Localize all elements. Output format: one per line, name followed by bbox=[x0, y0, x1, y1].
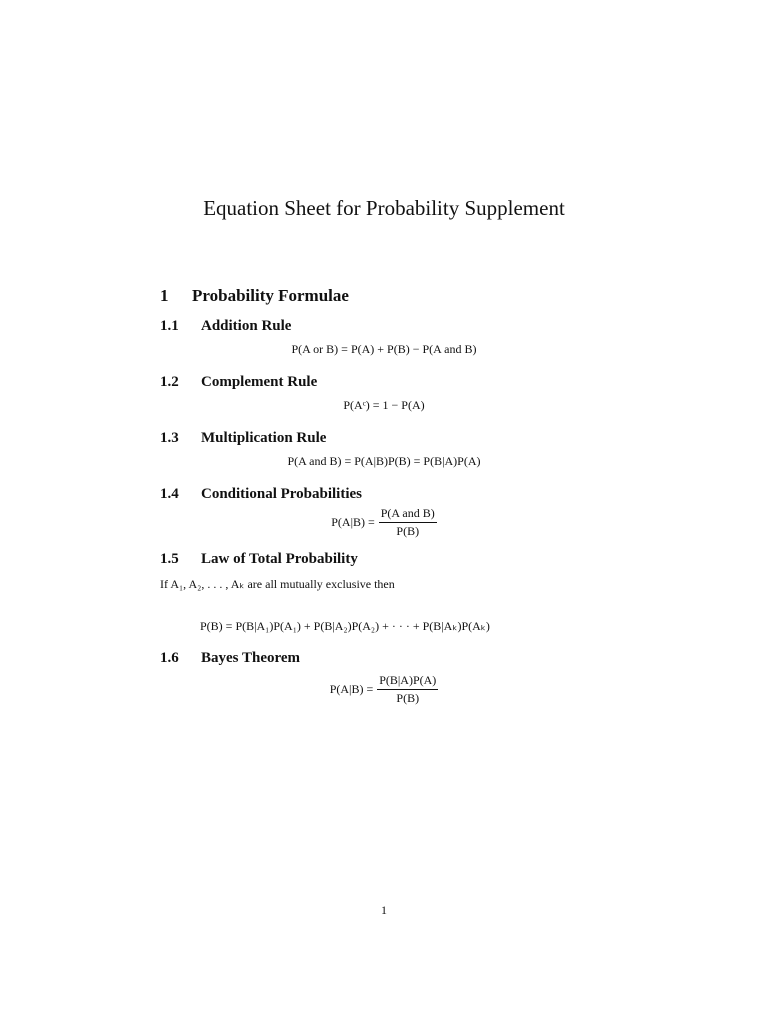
subsection-heading-addition bbox=[160, 318, 291, 335]
subsection-number: 1.3 bbox=[160, 430, 179, 446]
total-probability-condition-text: If A₁, A₂, . . . , Aₖ are all mutually exclusive then bbox=[160, 577, 395, 591]
fraction bbox=[379, 506, 437, 539]
equation-complement-rule: P(Aᶜ) = 1 − P(A) bbox=[343, 398, 425, 412]
equation-total-probability: P(B) = P(B|A₁)P(A₁) + P(B|A₂)P(A₂) + · · · + P(B|Aₖ)P(Aₖ) bbox=[200, 619, 490, 633]
section-heading bbox=[160, 286, 349, 306]
subsection-number: 1.4 bbox=[160, 486, 179, 502]
section-title: Probability Formulae bbox=[192, 286, 349, 305]
subsection-number: 1.6 bbox=[160, 650, 179, 666]
subsection-number: 1.5 bbox=[160, 551, 179, 567]
fraction-numerator: P(B|A)P(A) bbox=[377, 673, 438, 690]
equation-bayes-theorem bbox=[0, 673, 768, 706]
fraction-denominator: P(B) bbox=[396, 691, 420, 705]
subsection-title: Conditional Probabilities bbox=[201, 486, 363, 502]
subsection-heading-multiplication bbox=[160, 430, 326, 447]
subsection-title: Addition Rule bbox=[201, 318, 292, 334]
fraction bbox=[377, 673, 438, 706]
subsection-heading-complement bbox=[160, 374, 317, 391]
subsection-title: Multiplication Rule bbox=[201, 430, 327, 446]
equation-lhs: P(A|B) = bbox=[331, 515, 375, 529]
equation-multiplication-rule: P(A and B) = P(A|B)P(B) = P(B|A)P(A) bbox=[287, 454, 481, 468]
fraction-denominator: P(B) bbox=[396, 524, 420, 538]
subsection-heading-conditional bbox=[160, 486, 362, 503]
subsection-heading-bayes bbox=[160, 650, 300, 667]
subsection-number: 1.2 bbox=[160, 374, 179, 390]
equation-lhs: P(A|B) = bbox=[329, 682, 374, 696]
subsection-title: Complement Rule bbox=[201, 374, 318, 390]
equation-addition-rule: P(A or B) = P(A) + P(B) − P(A and B) bbox=[291, 342, 477, 356]
subsection-title: Bayes Theorem bbox=[201, 650, 301, 666]
equation-conditional-probability bbox=[0, 506, 768, 539]
subsection-number: 1.1 bbox=[160, 318, 179, 334]
subsection-title: Law of Total Probability bbox=[201, 551, 358, 567]
subsection-heading-total-probability bbox=[160, 551, 358, 568]
fraction-numerator: P(A and B) bbox=[379, 506, 437, 523]
section-number: 1 bbox=[160, 286, 169, 305]
page-number: 1 bbox=[381, 903, 387, 917]
document-title: Equation Sheet for Probability Supplement bbox=[203, 196, 565, 220]
